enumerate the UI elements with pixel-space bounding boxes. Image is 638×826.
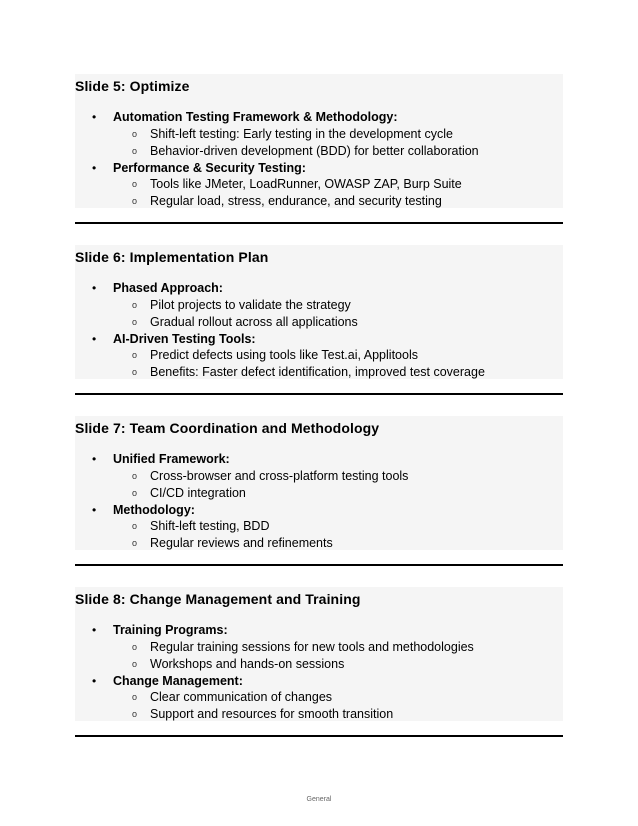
- sub-bullet-icon: o: [132, 642, 138, 652]
- sub-bullet-icon: o: [132, 659, 138, 669]
- sub-item-text: Gradual rollout across all applications: [150, 315, 358, 329]
- sub-item-text: Regular load, stress, endurance, and security testing: [150, 194, 442, 208]
- slide-title: Slide 7: Team Coordination and Methodology: [75, 420, 380, 436]
- sub-item-text: Shift-left testing, BDD: [150, 519, 270, 533]
- sub-bullet-icon: o: [132, 367, 138, 377]
- sub-item-text: Regular reviews and refinements: [150, 536, 333, 550]
- sub-item-text: Shift-left testing: Early testing in the development cycle: [150, 127, 453, 141]
- item-label: Unified Framework:: [113, 452, 230, 466]
- sub-bullet-icon: o: [132, 350, 138, 360]
- sub-bullet-icon: o: [132, 196, 138, 206]
- section-divider: [75, 735, 563, 737]
- sub-bullet-icon: o: [132, 488, 138, 498]
- sub-bullet-icon: o: [132, 471, 138, 481]
- sub-item-text: Support and resources for smooth transition: [150, 707, 394, 721]
- bullet-icon: •: [92, 332, 97, 346]
- item-label: Change Management:: [113, 674, 243, 688]
- sub-bullet-icon: o: [132, 709, 138, 719]
- bullet-icon: •: [92, 161, 97, 175]
- sub-bullet-icon: o: [132, 538, 138, 548]
- sub-item-text: Tools like JMeter, LoadRunner, OWASP ZAP, Burp Suite: [150, 177, 462, 191]
- sub-bullet-icon: o: [132, 146, 138, 156]
- footer-label: General: [306, 796, 332, 803]
- slide-title: Slide 6: Implementation Plan: [75, 249, 269, 265]
- bullet-icon: •: [92, 110, 97, 124]
- bullet-icon: •: [92, 623, 97, 637]
- bullet-icon: •: [92, 674, 97, 688]
- sub-bullet-icon: o: [132, 521, 138, 531]
- item-label: Phased Approach:: [113, 281, 223, 295]
- section-divider: [75, 222, 563, 224]
- item-label: Training Programs:: [113, 623, 228, 637]
- sub-item-text: Benefits: Faster defect identification, improved test coverage: [150, 365, 485, 379]
- section-divider: [75, 393, 563, 395]
- sub-bullet-icon: o: [132, 692, 138, 702]
- sub-bullet-icon: o: [132, 179, 138, 189]
- bullet-icon: •: [92, 503, 97, 517]
- section-divider: [75, 564, 563, 566]
- item-label: Methodology:: [113, 503, 195, 517]
- item-label: AI-Driven Testing Tools:: [113, 332, 256, 346]
- item-label: Performance & Security Testing:: [113, 161, 306, 175]
- sub-bullet-icon: o: [132, 129, 138, 139]
- sub-item-text: Workshops and hands-on sessions: [150, 657, 345, 671]
- slide-title: Slide 8: Change Management and Training: [75, 591, 361, 607]
- sub-item-text: Regular training sessions for new tools and methodologies: [150, 640, 474, 654]
- sub-item-text: Behavior-driven development (BDD) for better collaboration: [150, 144, 479, 158]
- sub-item-text: CI/CD integration: [150, 486, 246, 500]
- bullet-icon: •: [92, 281, 97, 295]
- sub-item-text: Cross-browser and cross-platform testing tools: [150, 469, 409, 483]
- sub-item-text: Predict defects using tools like Test.ai, Applitools: [150, 348, 418, 362]
- sub-item-text: Pilot projects to validate the strategy: [150, 298, 351, 312]
- item-label: Automation Testing Framework & Methodology:: [113, 110, 398, 124]
- slide-title: Slide 5: Optimize: [75, 78, 190, 94]
- bullet-icon: •: [92, 452, 97, 466]
- sub-item-text: Clear communication of changes: [150, 690, 333, 704]
- sub-bullet-icon: o: [132, 317, 138, 327]
- sub-bullet-icon: o: [132, 300, 138, 310]
